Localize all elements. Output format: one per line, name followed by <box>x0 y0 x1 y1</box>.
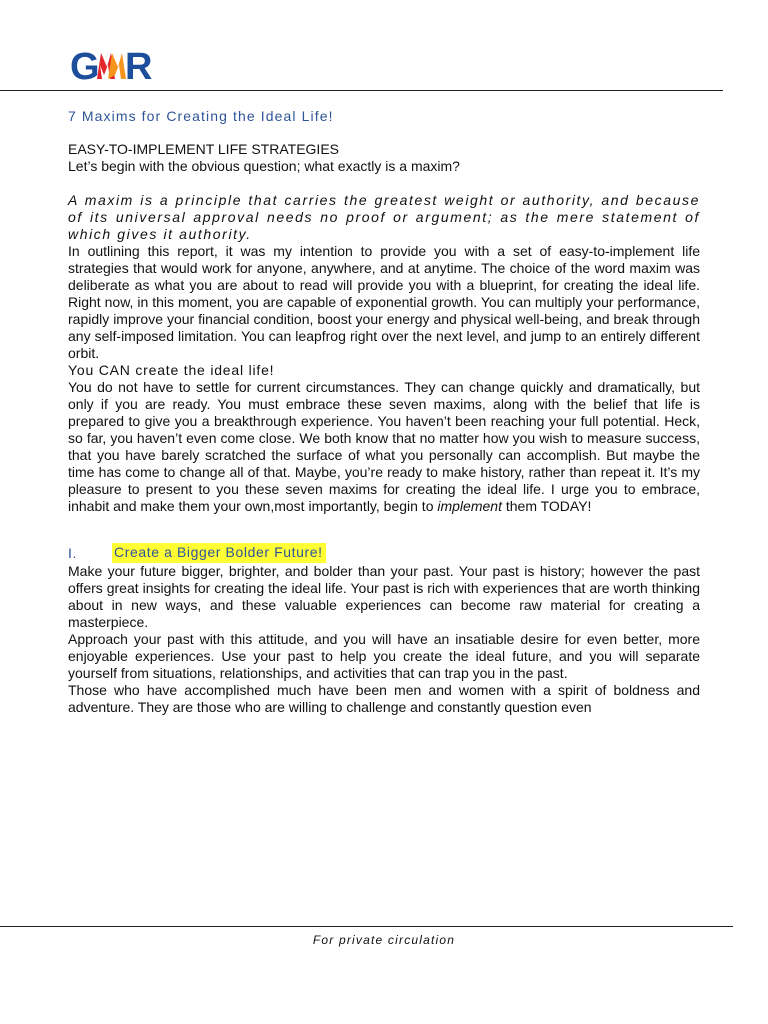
paragraph-approach: Approach your past with this attitude, and you will have an insatiable desire for even better, more enjoyable experiences. Use your past to help you create the ideal future, and you will separate yourself from situations, relationships, and activities that can trap you in the past. <box>68 631 700 681</box>
gmr-logo <box>70 45 152 85</box>
section-heading-1 <box>68 543 700 563</box>
opening-question: Let’s begin with the obvious question; what exactly is a maxim? <box>68 158 460 174</box>
header-rule <box>0 90 723 91</box>
document-title: 7 Maxims for Creating the Ideal Life! <box>68 108 334 124</box>
document-subtitle: EASY-TO-IMPLEMENT LIFE STRATEGIES <box>68 141 339 157</box>
paragraph-intro: In outlining this report, it was my intention to provide you with a set of easy-to-implement life strategies that would work for anyone, anywhere, and at anytime. The choice of the word maxim was deliberate as what you are about to read will provide you with a blueprint, for creating the ideal life. Right now, in this moment, you are capable of exponential growth. You can multiply your performance, rapidly improve your financial condition, boost your energy and physical well-being, and break through any self-imposed limitation. You can leapfrog right over the next level, and jump to an entirely different orbit. <box>68 243 700 361</box>
paragraph-embrace-end: them TODAY! <box>501 498 592 514</box>
footer-text: For private circulation <box>312 933 456 947</box>
statement-line: You CAN create the ideal life! <box>68 362 275 378</box>
implement-emphasis: implement <box>437 498 502 514</box>
svg-text:G: G <box>70 46 100 85</box>
paragraph-embrace-text: You do not have to settle for current circumstances. They can change quickly and dramatically, but only if you are ready. You must embrace these seven maxims, along with the belief that life is prepared to give you a breakthrough experience. You haven’t been reaching your full potential. Heck, so far, you haven’t even come close. We both know that no matter how you wish to measure success, that you have barely scratched the surface of what you personally can accomplish. But maybe the time has come to change all of that. Maybe, you’re ready to make history, rather than repeat it. It’s my pleasure to present to you these seven maxims for creating the ideal life. I urge you to embrace, inhabit and make them your own,most importantly, begin to <box>68 379 700 514</box>
section-title-highlight: Create a Bigger Bolder Future! <box>112 543 326 563</box>
paragraph-embrace <box>68 379 700 515</box>
footer-rule <box>0 926 733 927</box>
document-body <box>68 108 700 716</box>
section-number: I. <box>68 544 77 561</box>
paragraph-future: Make your future bigger, brighter, and bolder than your past. Your past is history; however the past offers great insights for creating the ideal life. Your past is rich with experiences that are worth thinking about in new ways, and these valuable experiences can become raw material for creating a masterpiece. <box>68 563 700 630</box>
svg-text:R: R <box>125 46 152 85</box>
maxim-definition: A maxim is a principle that carries the greatest weight or authority, and because of its universal approval needs no proof or argument; as the mere statement of which gives it authority. <box>68 192 700 242</box>
paragraph-boldness: Those who have accomplished much have been men and women with a spirit of boldness and adventure. They are those who are willing to challenge and constantly question even <box>68 682 700 715</box>
